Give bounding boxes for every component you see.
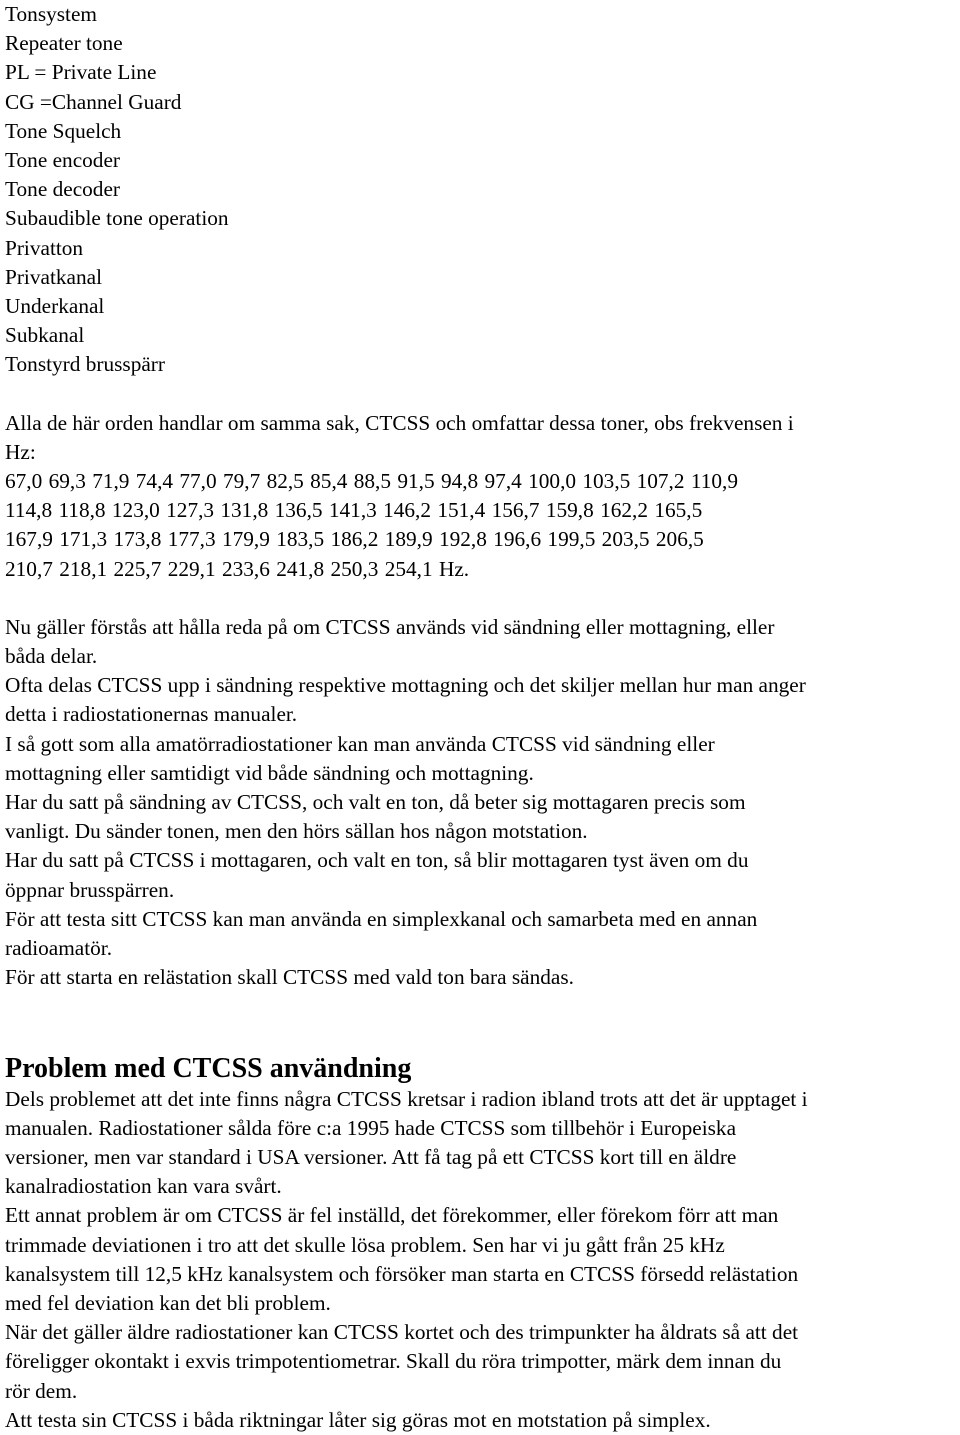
- problem-line: När det gäller äldre radiostationer kan CTCSS kortet och des trimpunkter ha åldrats så att det: [5, 1320, 799, 1345]
- section-heading: Problem med CTCSS användning: [5, 1052, 412, 1084]
- problem-line: rör dem.: [5, 1378, 78, 1403]
- usage-line: Ofta delas CTCSS upp i sändning respektive mottagning och det skiljer mellan hur man anger: [5, 673, 806, 698]
- frequency-row: 167,9 171,3 173,8 177,3 179,9 183,5 186,2 189,9 192,8 196,6 199,5 203,5 206,5: [5, 527, 704, 552]
- usage-section: [5, 613, 957, 993]
- frequency-row: 67,0 69,3 71,9 74,4 77,0 79,7 82,5 85,4 88,5 91,5 94,8 97,4 100,0 103,5 107,2 110,9: [5, 469, 738, 494]
- frequency-row: 210,7 218,1 225,7 229,1 233,6 241,8 250,3 254,1 Hz.: [5, 556, 470, 581]
- term-item: PL = Private Line: [5, 60, 157, 85]
- term-list: [5, 0, 957, 380]
- usage-line: För att testa sitt CTCSS kan man använda en simplexkanal och samarbeta med en annan: [5, 906, 758, 931]
- problem-line: kanalradiostation kan vara svårt.: [5, 1174, 282, 1199]
- intro-line: Alla de här orden handlar om samma sak, CTCSS och omfattar dessa toner, obs frekvensen i: [5, 410, 794, 435]
- term-item: Tone Squelch: [5, 118, 122, 143]
- usage-line: radioamatör.: [5, 936, 113, 961]
- problem-line: kanalsystem till 12,5 kHz kanalsystem och försöker man starta en CTCSS försedd relästation: [5, 1261, 799, 1286]
- term-item: Underkanal: [5, 294, 105, 319]
- term-item: Tonstyrd brusspärr: [5, 352, 165, 377]
- term-item: Subkanal: [5, 323, 85, 348]
- intro-line: Hz:: [5, 439, 36, 464]
- problem-line: föreligger okontakt i exvis trimpotentiometrar. Skall du röra trimpotter, märk dem innan du: [5, 1349, 782, 1374]
- term-item: CG =Channel Guard: [5, 89, 182, 114]
- document-page: [5, 0, 957, 1435]
- usage-line: detta i radiostationernas manualer.: [5, 702, 298, 727]
- usage-line: vanligt. Du sänder tonen, men den hörs sällan hos någon motstation.: [5, 819, 588, 844]
- problem-line: manualen. Radiostationer sålda före c:a 1995 hade CTCSS som tillbehör i Europeiska: [5, 1115, 737, 1140]
- spacer: [5, 993, 957, 1053]
- usage-line: mottagning eller samtidigt vid både sändning och mottagning.: [5, 760, 534, 785]
- problem-section: [5, 1053, 957, 1435]
- usage-line: Nu gäller förstås att hålla reda på om CTCSS används vid sändning eller mottagning, eller: [5, 614, 775, 639]
- problem-line: versioner, men var standard i USA versioner. Att få tag på ett CTCSS kort till en äldre: [5, 1144, 737, 1169]
- term-item: Privatkanal: [5, 264, 102, 289]
- problem-line: trimmade deviationen i tro att det skulle lösa problem. Sen har vi ju gått från 25 kHz: [5, 1232, 725, 1257]
- problem-line: med fel deviation kan det bli problem.: [5, 1290, 331, 1315]
- spacer: [5, 380, 957, 409]
- intro-paragraph: [5, 409, 957, 467]
- usage-line: båda delar.: [5, 644, 98, 669]
- usage-line: I så gott som alla amatörradiostationer kan man använda CTCSS vid sändning eller: [5, 731, 715, 756]
- term-item: Subaudible tone operation: [5, 206, 229, 231]
- frequency-row: 114,8 118,8 123,0 127,3 131,8 136,5 141,3 146,2 151,4 156,7 159,8 162,2 165,5: [5, 498, 703, 523]
- usage-line: Har du satt på sändning av CTCSS, och valt en ton, då beter sig mottagaren precis som: [5, 790, 746, 815]
- problem-line: Att testa sin CTCSS i båda riktningar låter sig göras mot en motstation på simplex.: [5, 1407, 711, 1432]
- usage-line: Har du satt på CTCSS i mottagaren, och valt en ton, så blir mottagaren tyst även om du: [5, 848, 749, 873]
- term-item: Tone encoder: [5, 148, 120, 173]
- problem-line: Ett annat problem är om CTCSS är fel inställd, det förekommer, eller förekom förr att man: [5, 1203, 779, 1228]
- usage-line: För att starta en relästation skall CTCSS med vald ton bara sändas.: [5, 965, 574, 990]
- spacer: [5, 584, 957, 613]
- term-item: Tone decoder: [5, 177, 120, 202]
- frequency-list: [5, 467, 957, 584]
- problem-line: Dels problemet att det inte finns några CTCSS kretsar i radion ibland trots att det är upptaget i: [5, 1086, 808, 1111]
- term-item: Tonsystem: [5, 2, 97, 26]
- term-item: Privatton: [5, 235, 84, 260]
- usage-line: öppnar brusspärren.: [5, 877, 175, 902]
- term-item: Repeater tone: [5, 31, 123, 56]
